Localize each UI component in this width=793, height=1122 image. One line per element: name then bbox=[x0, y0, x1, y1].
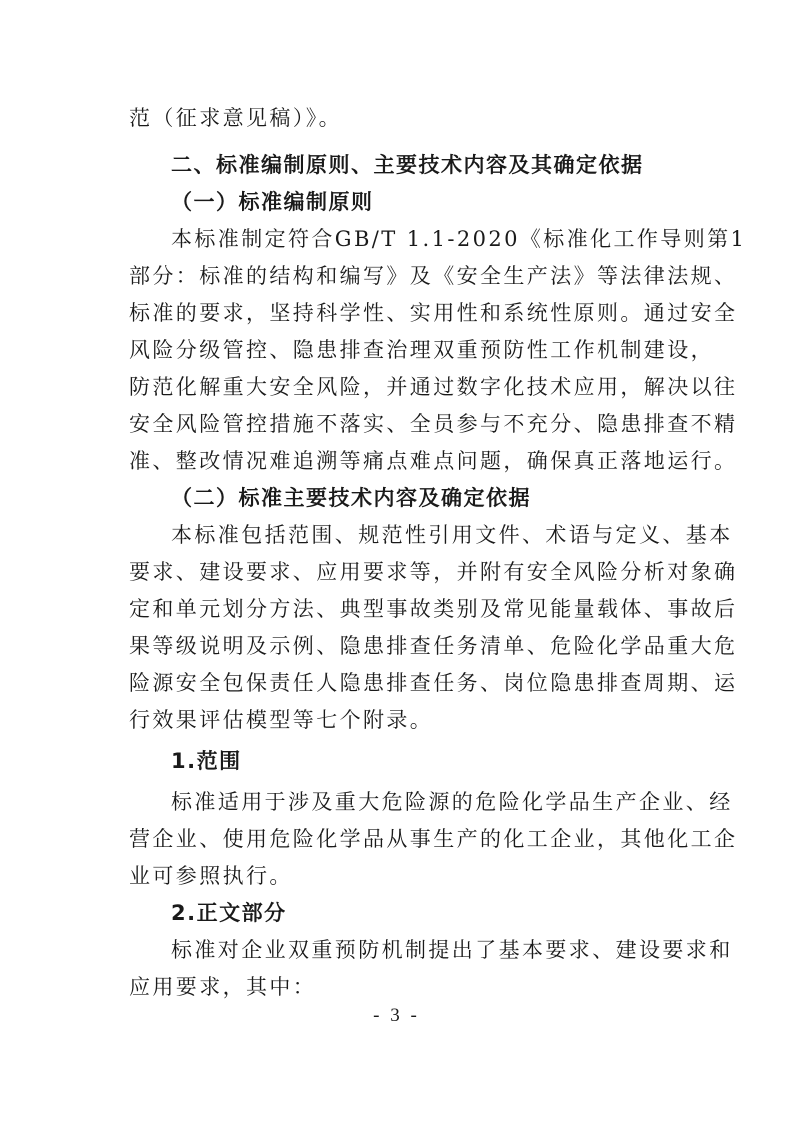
text-line: 业可参照执行。 bbox=[129, 864, 293, 888]
text-line: 行效果评估模型等七个附录。 bbox=[129, 708, 434, 732]
text-line: 标准对企业双重预防机制提出了基本要求、建设要求和 bbox=[171, 938, 733, 962]
text-line: 标准的要求，坚持科学性、实用性和系统性原则。通过安全 bbox=[129, 301, 738, 325]
subsection-heading: （二）标准主要技术内容及确定依据 bbox=[171, 486, 531, 510]
text-line: 标准适用于涉及重大危险源的危险化学品生产企业、经 bbox=[171, 790, 733, 814]
section-heading: 二、标准编制原则、主要技术内容及其确定依据 bbox=[171, 153, 644, 177]
text-line: 营企业、使用危险化学品从事生产的化工企业，其他化工企 bbox=[129, 827, 738, 851]
text-line: 范（征求意见稿）》。 bbox=[129, 106, 342, 130]
text-line: 本标准制定符合GB/T 1.1-2020《标准化工作导则第1 bbox=[171, 227, 747, 251]
item-heading: 2.正文部分 bbox=[171, 901, 287, 925]
text-line: 部分：标准的结构和编写》及《安全生产法》等法律法规、 bbox=[129, 264, 738, 288]
text-line: 本标准包括范围、规范性引用文件、术语与定义、基本 bbox=[171, 523, 733, 547]
text-line: 防范化解重大安全风险，并通过数字化技术应用，解决以往 bbox=[129, 375, 738, 399]
text-line: 准、整改情况难追溯等痛点难点问题，确保真正落地运行。 bbox=[129, 449, 738, 473]
page-number: - 3 - bbox=[373, 1005, 420, 1026]
subsection-heading: （一）标准编制原则 bbox=[171, 190, 374, 214]
text-line: 风险分级管控、隐患排查治理双重预防性工作机制建设， bbox=[129, 338, 714, 362]
text-line: 险源安全包保责任人隐患排查任务、岗位隐患排查周期、运 bbox=[129, 671, 738, 695]
text-line: 安全风险管控措施不落实、全员参与不充分、隐患排查不精 bbox=[129, 412, 738, 436]
item-heading: 1.范围 bbox=[171, 749, 242, 773]
text-line: 果等级说明及示例、隐患排查任务清单、危险化学品重大危 bbox=[129, 634, 738, 658]
text-line: 要求、建设要求、应用要求等，并附有安全风险分析对象确 bbox=[129, 560, 738, 584]
text-line: 定和单元划分方法、典型事故类别及常见能量载体、事故后 bbox=[129, 597, 738, 621]
text-line: 应用要求，其中： bbox=[129, 975, 317, 999]
